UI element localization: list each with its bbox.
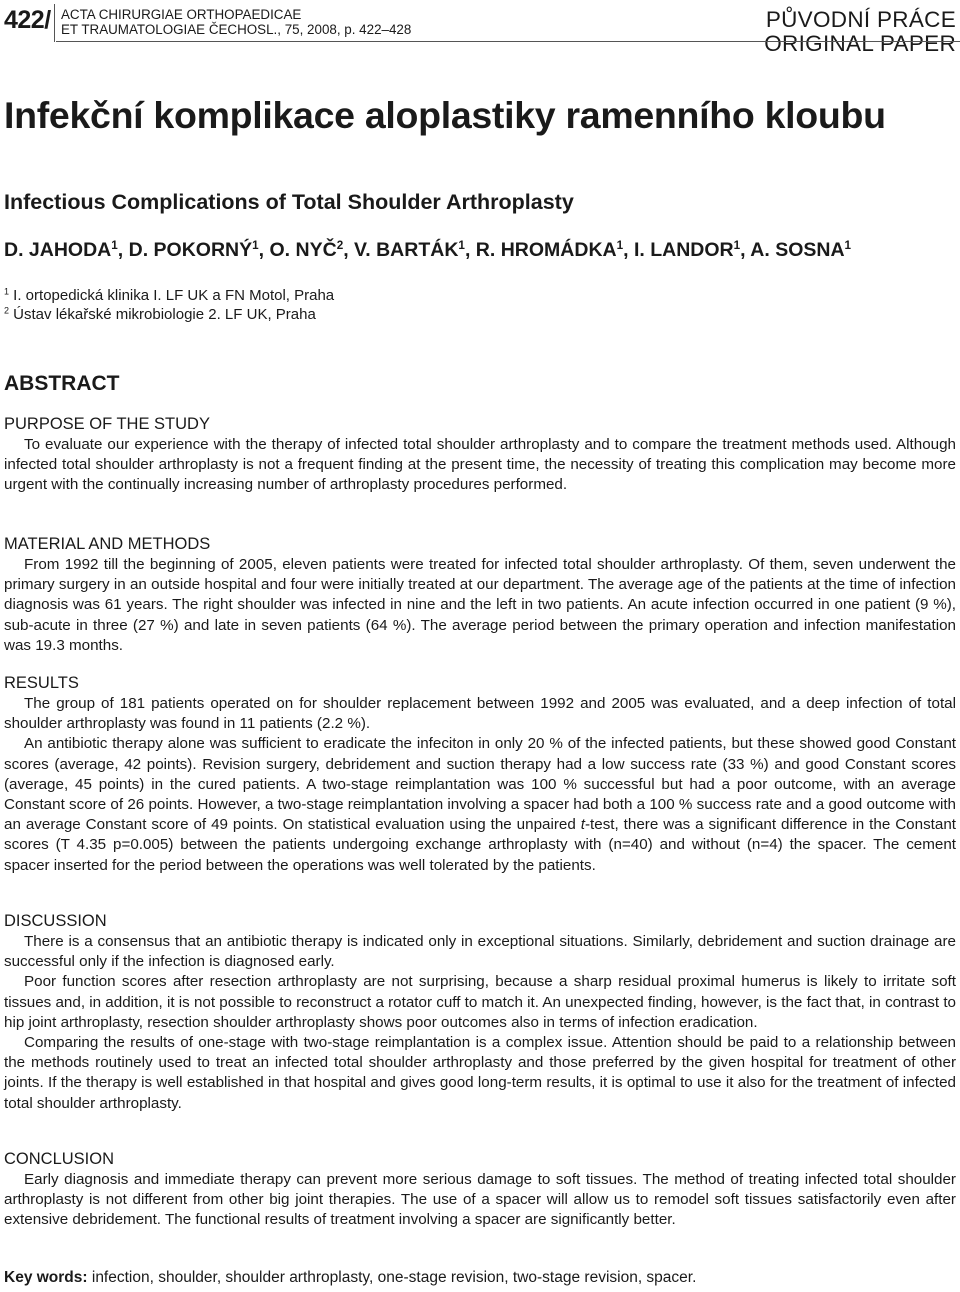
paragraph: Poor function scores after resection arthroplasty are not surprising, because a sharp residual proximal humerus is likely to irritate soft tissues and, in addition, it is not possible to reconstruct a rotator cuff to match it. An unexpected finding, however, is the fact that, in contrast to hip joint arthroplasty, resection shoulder arthroplasty shows poor outcomes also in terms of infection eradication. [4,973,956,1031]
affiliations [4,286,334,324]
author: I. LANDOR$^1$, [633,238,751,261]
affiliation: $^2$ Ústav lékařské mikrobiologie 2. LF UK, Praha [4,305,316,323]
paragraph: To evaluate our experience with the therapy of infected total shoulder arthroplasty and to compare the treatment methods used. Although infected total shoulder arthroplasty is not a frequent finding at the present time, the necessity of treating this complication may become more urgent with the continually increasing number of arthroplasty procedures performed. [4,436,956,494]
paragraph: An antibiotic therapy alone was sufficient to eradicate the infeciton in only 20 % of the infected patients, but these showed good Constant scores (average, 42 points). Revision surgery, debridement and suction therapy had a low success rate (33 %) and good Constant scores (average, 45 points) in the cured patients. A two-stage reimplantation was 100 % successful but had a poor outcome, with an average Constant score of 26 points. However, a two-stage reimplantation involving a spacer had both a 100 % success rate and a good outcome with an average Constant score of 49 points. On statistical evaluation using the unpaired t-test, there was a significant difference in the Constant scores (T 4.35 p=0.005) between the patients undergoing exchange arthroplasty with (n=40) and without (n=4) the spacer. The cement spacer inserted for the period between the operations was well tolerated by the patients. [4,735,957,874]
page-number: 422/ [4,6,51,34]
journal-line-1: ACTA CHIRURGIAE ORTHOPAEDICAE [61,7,302,22]
conclusion-section [4,1149,956,1231]
author: R. HROMÁDKA$^1$, [475,238,634,261]
header-divider [56,41,960,42]
keywords-label: Key words: [4,1269,88,1286]
section-heading: DISCUSSION [4,912,107,930]
paragraph: Early diagnosis and immediate therapy can prevent more serious damage to soft tissues. The method of treating infected total shoulder arthroplasty is not different from other big joint therapies. The use of a spacer will allow us to remodel soft tissues satisfactorily even after extensive debridement. The functional results of treatment involving a spacer are significantly better. [4,1171,956,1229]
paragraph: Comparing the results of one-stage with two-stage reimplantation is a complex issue. Attention should be paid to a relationship between the methods routinely used to treat an infected total shoulder arthroplasty and those preferred by the given hospital for treatment of other joints. If the therapy is well established in that hospital and gives good long-term results, it is optimal to use it also for the treatment of infected total shoulder arthroplasty. [4,1034,956,1112]
paragraph: The group of 181 patients operated on for shoulder replacement between 1992 and 2005 was evaluated, and a deep infection of total shoulder arthroplasty was found in 11 patients (2.2 %). [4,695,956,733]
journal-citation [61,7,411,37]
author-list [4,239,851,262]
section-heading: PURPOSE OF THE STUDY [4,415,210,433]
keywords-list: infection, shoulder, shoulder arthroplasty, one-stage revision, two-stage revision, spacer. [87,1269,697,1286]
paragraph: From 1992 till the beginning of 2005, eleven patients were treated for infected total shoulder arthroplasty. Of them, seven underwent the primary surgery in an outside hospital and four were initially treated at our department. The average age of the patients at the time of infection diagnosis was 61 years. The right shoulder was infected in nine and the left in two patients. An acute infection occurred in one patient (9 %), sub-acute in three (27 %) and late in seven patients (64 %). The average period between the primary operation and infection manifestation was 19.3 months. [4,556,956,654]
article-subtitle: Infectious Complications of Total Shoulder Arthroplasty [4,190,574,214]
header-divider-vertical [54,4,55,42]
author: D. JAHODA$^1$, [4,238,129,261]
author: A. SOSNA$^1$ [750,238,852,261]
article-type [764,8,956,56]
page-header [0,0,960,60]
journal-line-2: ET TRAUMATOLOGIAE ČECHOSL., 75, 2008, p. 422–428 [61,22,412,37]
results-section [4,673,956,876]
paragraph: There is a consensus that an antibiotic therapy is indicated only in exceptional situations. Similarly, debridement and suction drainage are successful only if the infection is diagnosed early. [4,933,956,971]
section-heading: MATERIAL AND METHODS [4,535,211,553]
author: O. NYČ$^2$, [269,238,355,261]
author: D. POKORNÝ$^1$, [128,238,270,261]
article-type-english: ORIGINAL PAPER [764,31,956,56]
author: V. BARTÁK$^1$, [354,238,476,261]
discussion-section [4,911,956,1114]
purpose-section [4,414,956,496]
methods-section [4,534,956,656]
section-heading: RESULTS [4,674,79,692]
affiliation: $^1$ I. ortopedická klinika I. LF UK a FN Motol, Praha [4,286,335,304]
article-type-czech: PŮVODNÍ PRÁCE [765,7,956,32]
abstract-heading: ABSTRACT [4,372,120,395]
article-title: Infekční komplikace aloplastiky ramenního kloubu [4,94,886,136]
keywords [4,1269,696,1287]
section-heading: CONCLUSION [4,1150,115,1168]
